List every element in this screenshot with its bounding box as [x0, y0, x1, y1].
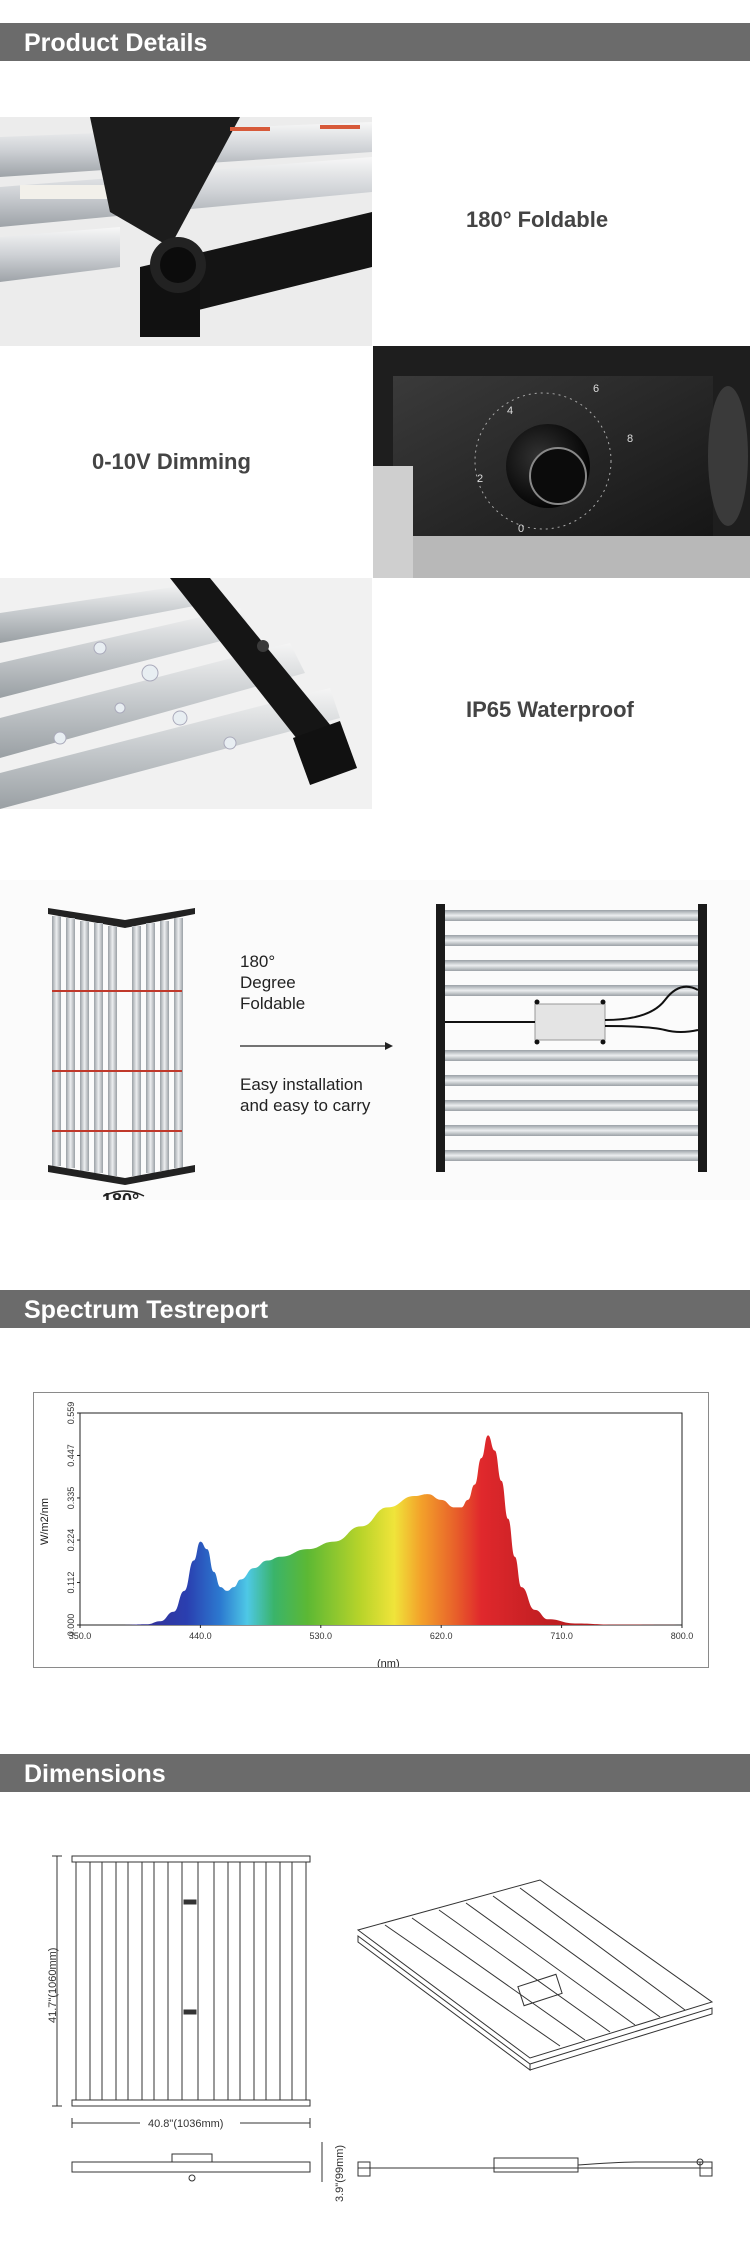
folded-fixture-drawing — [48, 908, 195, 1185]
foldable-hinge-photo — [0, 117, 372, 346]
y-tick-label: 0.224 — [66, 1528, 76, 1552]
dimming-knob-photo — [373, 346, 750, 578]
y-tick-label: 0.559 — [66, 1401, 76, 1425]
x-tick-label: 620.0 — [429, 1631, 453, 1641]
x-tick-label: 710.0 — [550, 1631, 573, 1641]
section-title: Spectrum Testreport — [24, 1296, 269, 1324]
x-tick-label: 800.0 — [670, 1631, 694, 1641]
side-view-drawing — [72, 2154, 310, 2181]
fold-text-2: Degree — [240, 973, 296, 992]
spectrum-chart-frame — [33, 1392, 709, 1668]
spectrum-chart — [34, 1393, 708, 1667]
y-tick-label: 0.112 — [66, 1571, 76, 1594]
section-title: Product Details — [24, 29, 208, 57]
section-header-product-details — [0, 23, 750, 61]
feature-label-foldable: 180° Foldable — [466, 207, 609, 232]
unfolded-fixture-drawing — [436, 904, 707, 1172]
dial-mark-8: 8 — [627, 433, 634, 445]
isometric-side-drawing — [358, 2158, 712, 2176]
fold-text-5: and easy to carry — [240, 1096, 371, 1115]
fold-text-1: 180° — [240, 952, 276, 971]
dial-mark-4: 4 — [507, 405, 514, 417]
x-tick-label: 440.0 — [189, 1631, 212, 1641]
y-tick-label: 0.000 — [66, 1613, 76, 1637]
x-tick-label: 350.0 — [68, 1631, 92, 1641]
front-view-drawing — [72, 1856, 310, 2106]
section-header-dimensions — [0, 1754, 750, 1792]
y-axis-label: W/m2/nm — [39, 1497, 51, 1545]
y-tick-label: 0.335 — [66, 1486, 76, 1510]
fold-text-3: Foldable — [240, 994, 306, 1013]
fold-diagram — [0, 880, 750, 1200]
feature-label-waterproof: IP65 Waterproof — [466, 697, 634, 722]
fold-angle-label: 180° — [102, 1190, 140, 1200]
x-axis-label: (nm) — [377, 1658, 400, 1667]
dial-mark-2: 2 — [477, 473, 484, 485]
depth-dimension-label: 3.9"(99mm) — [334, 2144, 346, 2202]
x-tick-label: 530.0 — [309, 1631, 333, 1641]
section-header-spectrum — [0, 1290, 750, 1328]
fold-text-4: Easy installation — [240, 1075, 363, 1094]
arrow-head-icon — [385, 1042, 393, 1050]
y-tick-label: 0.447 — [66, 1444, 76, 1467]
dial-mark-6: 6 — [593, 383, 600, 395]
isometric-view-drawing — [358, 1880, 712, 2070]
feature-label-dimming: 0-10V Dimming — [92, 449, 251, 474]
dial-mark-0: 0 — [518, 523, 525, 535]
section-title: Dimensions — [24, 1760, 166, 1788]
dimension-drawings — [0, 1840, 750, 2243]
height-dimension-label: 41.7"(1060mm) — [47, 1947, 59, 2023]
spectrum-series — [80, 1435, 682, 1625]
width-dimension-label: 40.8"(1036mm) — [148, 2118, 224, 2130]
waterproof-bars-photo — [0, 578, 372, 809]
